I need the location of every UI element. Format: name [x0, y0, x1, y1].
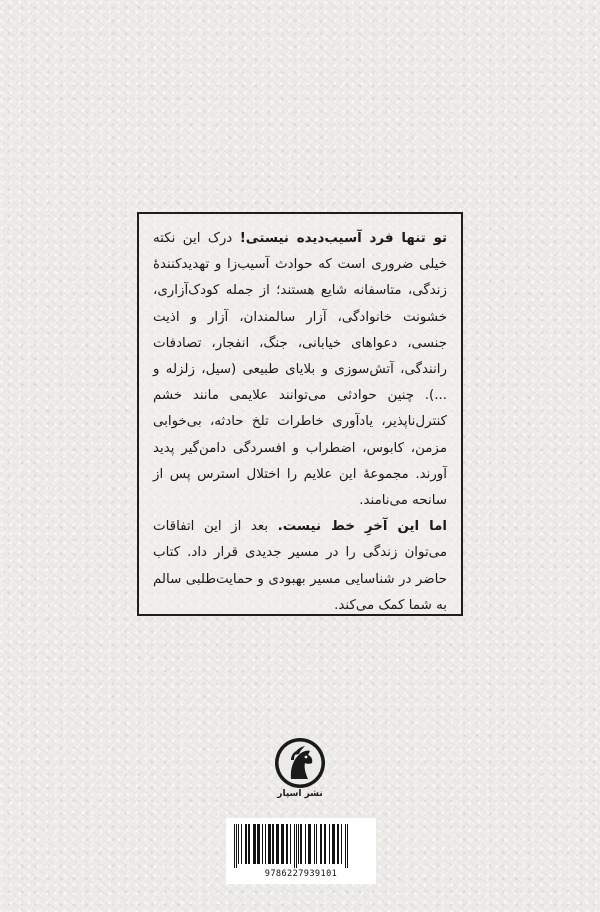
barcode-bar [320, 824, 322, 864]
barcode-bar [332, 824, 335, 864]
barcode-bars [232, 824, 370, 868]
barcode-bar [305, 824, 306, 864]
barcode-bar [316, 824, 317, 864]
barcode [226, 818, 376, 884]
barcode-bar [268, 824, 271, 864]
horse-head-icon [273, 736, 327, 790]
blurb-lead-2: اما این آخرِ خط نیست. [277, 519, 447, 535]
barcode-bar [272, 824, 274, 864]
barcode-bar [234, 824, 235, 868]
barcode-bar [262, 824, 263, 864]
blurb-lead-1: تو تنها فرد آسیب‌دیده نیستی! [239, 231, 447, 246]
barcode-bar [281, 824, 284, 864]
blurb-body-2: بعد از این اتفاقات می‌توان زندگی را در مسیر جدیدی قرار داد. کتاب حاضر در شناسایی مسیر بهبودی و حمایت‌طلبی سالم به شما کمک می‌کند. [153, 519, 447, 613]
barcode-bar [345, 824, 346, 868]
blurb-paragraph-2 [153, 514, 447, 616]
barcode-bar [253, 824, 256, 864]
barcode-bar [248, 824, 250, 864]
blurb-body-1: درک این نکته خیلی ضروری است که حوادث آسیب‌زا و تهدیدکنندهٔ زندگی، متاسفانه شایع هستند؛ از جمله کودک‌آزاری، خشونت خانوادگی، آزار سالمندان، آزار و اذیت جنسی، دعواهای خیابانی، جنگ، انفجار، تصادفات رانندگی، آتش‌سوزی و بلایای طبیعی (سیل، زلزله و ...). چنین حوادثی می‌توانند علایمی مانند خشم کنترل‌ناپذیر، یادآوری خاطرات تلخ حادثه، بی‌خوابی مزمن، کابوس، اضطراب و افسردگی دامن‌گیر پدید آورند. مجموعهٔ این علایم را اختلال استرس پس از سانحه می‌نامند. [153, 231, 447, 509]
barcode-bar [257, 824, 260, 864]
barcode-bar [236, 824, 237, 868]
barcode-bar [238, 824, 239, 864]
publisher-name: نشر اسپار [277, 789, 323, 799]
barcode-bar [347, 824, 348, 868]
barcode-bar [308, 824, 311, 864]
barcode-bar [341, 824, 342, 864]
barcode-bar [296, 824, 297, 868]
barcode-bar [314, 824, 315, 864]
barcode-bar [337, 824, 339, 864]
barcode-bar [298, 824, 299, 864]
barcode-bar [276, 824, 279, 864]
barcode-bar [290, 824, 291, 864]
blurb-box [137, 212, 463, 616]
publisher-logo [273, 736, 327, 808]
barcode-bar [300, 824, 302, 864]
barcode-bar [286, 824, 288, 864]
barcode-bar [241, 824, 242, 864]
barcode-bar [265, 824, 266, 864]
blurb-paragraph-1 [153, 226, 447, 514]
barcode-bar [245, 824, 247, 864]
barcode-bar [329, 824, 330, 864]
isbn-number: 9786227939101 [264, 869, 338, 879]
barcode-bar [324, 824, 326, 864]
barcode-bar [294, 824, 295, 868]
